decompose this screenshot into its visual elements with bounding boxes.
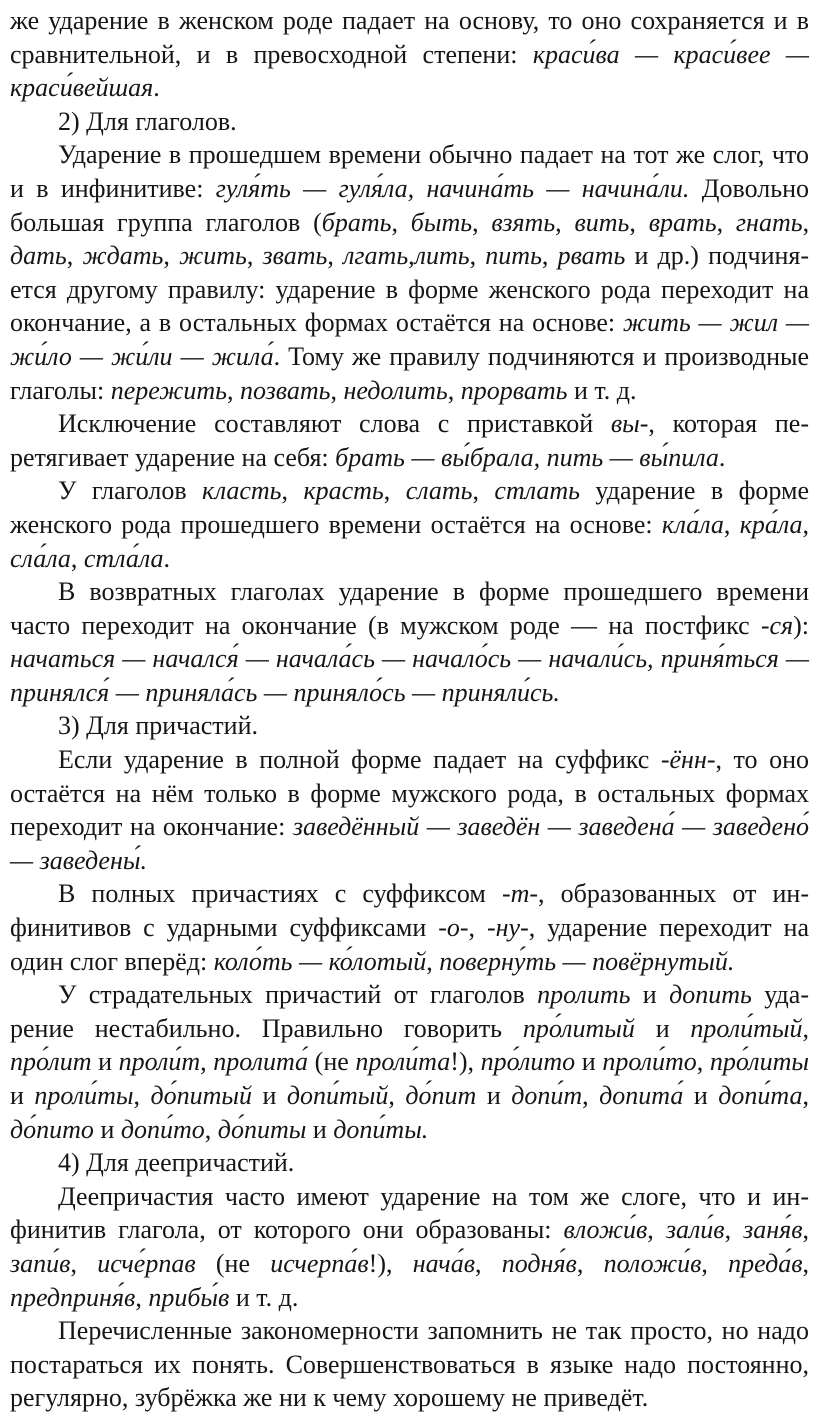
body-text: , bbox=[330, 375, 344, 405]
italic-example-text: врать bbox=[648, 207, 717, 237]
italic-example-text: заведённый — заведён — заведена́ — заведено́ — заведены́. bbox=[10, 812, 809, 875]
body-text: , bbox=[281, 476, 304, 506]
body-text: , bbox=[327, 241, 344, 271]
italic-example-text: красть bbox=[303, 476, 384, 506]
paragraph bbox=[10, 138, 809, 407]
italic-example-text: -т- bbox=[501, 879, 539, 909]
italic-example-text: сла́ла bbox=[10, 543, 71, 573]
body-text: (не bbox=[195, 1248, 271, 1278]
italic-example-text: про́лито bbox=[480, 1047, 576, 1077]
italic-example-text: -ённ- bbox=[660, 745, 716, 775]
italic-example-text: допи́тый bbox=[286, 1081, 389, 1110]
italic-example-text: -ся bbox=[760, 610, 794, 640]
body-text: и bbox=[630, 980, 670, 1010]
body-text: , bbox=[66, 241, 83, 271]
body-text: , bbox=[716, 207, 736, 237]
paragraph bbox=[10, 105, 809, 139]
body-text: Довольно большая группа глаголов ( bbox=[10, 173, 809, 237]
italic-example-text: заня́в bbox=[743, 1215, 803, 1245]
body-text: (не bbox=[308, 1047, 356, 1077]
body-text: , bbox=[802, 1013, 809, 1043]
body-text: же ударение в женском роде падает на основу, то оно сохраняется и в сравнительной, и в превосходной степени: bbox=[10, 6, 809, 69]
body-text: , ударение переходит на один слог вперёд: bbox=[10, 913, 809, 976]
italic-example-text: пролита́ bbox=[213, 1047, 309, 1077]
italic-example-text: кла́ла bbox=[661, 509, 724, 539]
body-text: , bbox=[408, 241, 415, 271]
body-text: В полных причастиях с суффиксом bbox=[58, 879, 502, 909]
body-text: , которая перетягивает ударение на себя: bbox=[10, 409, 809, 472]
body-text: , bbox=[383, 476, 406, 506]
body-text: , bbox=[647, 1215, 666, 1245]
body-text: Перечисленные закономерности запомнить не так просто, но надо постараться их понять. Совершенствоваться в языке надо постоянно, регулярно, зубрёжка же ни к чему хорошему не приведёт. bbox=[10, 1316, 809, 1413]
italic-example-text: пережить bbox=[110, 375, 227, 405]
italic-example-text: начаться — начался́ — начала́сь — начало́сь — начали́сь, приня́ться — принялся́ — приняла́сь — приняло́сь — приняли́сь. bbox=[10, 644, 809, 707]
italic-example-text: гнать bbox=[735, 207, 803, 237]
body-text: , bbox=[701, 1248, 729, 1278]
body-text: , bbox=[133, 1081, 151, 1110]
body-text: , bbox=[629, 207, 649, 237]
paragraph bbox=[10, 407, 809, 474]
italic-example-text: позвать bbox=[239, 375, 331, 405]
body-text: , bbox=[472, 476, 495, 506]
italic-example-text: исче́рпав bbox=[97, 1248, 196, 1278]
body-text: 4) Для деепричастий. bbox=[58, 1148, 295, 1178]
italic-example-text: класть bbox=[202, 476, 282, 506]
body-text: , bbox=[447, 375, 461, 405]
paragraph bbox=[10, 575, 809, 709]
body-text: , bbox=[541, 241, 558, 271]
body-text: . bbox=[718, 442, 726, 472]
italic-example-text: ждать bbox=[82, 241, 164, 271]
italic-example-text: до́пит bbox=[405, 1081, 477, 1110]
italic-example-text: лгать bbox=[343, 241, 409, 271]
body-text: , bbox=[582, 1081, 600, 1110]
italic-example-text: проли́то bbox=[602, 1047, 697, 1077]
body-text: , bbox=[70, 543, 84, 573]
body-text: !), bbox=[368, 1248, 413, 1278]
body-text: , bbox=[70, 1248, 98, 1278]
body-text: В возвратных глаголах ударение в форме прошедшего времени часто переходит на окончание (в мужском роде — на постфикс bbox=[10, 577, 809, 640]
italic-example-text: прорвать bbox=[460, 375, 568, 405]
body-text: , bbox=[723, 509, 740, 539]
italic-example-text: дать bbox=[10, 241, 67, 271]
paragraph bbox=[10, 709, 809, 743]
body-text: и др.) подчиняется другому правилу: ударение в форме женского рода переходит на окончание, а в остальных формах остаётся на основе: bbox=[10, 241, 810, 338]
body-text: Деепричастия часто имеют ударение на том же слоге, что и инфинитив глагола, от которого они образованы: bbox=[10, 1181, 809, 1245]
italic-example-text: проли́т bbox=[118, 1047, 201, 1077]
italic-example-text: брать bbox=[321, 207, 392, 237]
body-text: и bbox=[306, 1114, 334, 1144]
body-text: и bbox=[634, 1013, 691, 1043]
italic-example-text: про́литы bbox=[709, 1047, 809, 1077]
body-text: , bbox=[391, 207, 411, 237]
body-text: и т. д. bbox=[229, 1282, 299, 1312]
body-text: . Тому же правилу подчиняются и производные глаголы: bbox=[10, 341, 810, 405]
italic-example-text: пить bbox=[485, 241, 542, 271]
italic-example-text: стла́ла bbox=[83, 543, 164, 573]
italic-example-text: -ну- bbox=[486, 913, 529, 943]
body-text: ): bbox=[793, 610, 809, 640]
body-text: . bbox=[163, 543, 170, 573]
italic-example-text: допи́то bbox=[120, 1114, 205, 1144]
body-text: , bbox=[200, 1047, 214, 1077]
italic-example-text: быть bbox=[410, 207, 473, 237]
italic-example-text: -о- bbox=[438, 913, 469, 943]
body-text: , bbox=[802, 1215, 810, 1245]
italic-example-text: коло́ть — ко́лотый bbox=[213, 946, 427, 976]
body-text: и т. д. bbox=[567, 375, 637, 405]
body-text: , bbox=[724, 1215, 744, 1245]
body-text: , bbox=[474, 1248, 502, 1278]
paragraph bbox=[10, 743, 809, 877]
italic-example-text: предприня́в bbox=[10, 1282, 136, 1312]
body-text: , bbox=[802, 509, 810, 539]
italic-example-text: краси́ва — краси́вее — краси́вейшая bbox=[10, 39, 809, 103]
italic-example-text: до́пито bbox=[10, 1114, 94, 1144]
body-text: и bbox=[476, 1081, 512, 1110]
body-text: !), bbox=[450, 1047, 481, 1077]
italic-example-text: проли́та bbox=[355, 1047, 451, 1077]
body-text: и bbox=[252, 1081, 287, 1110]
body-text: , bbox=[468, 913, 487, 943]
italic-example-text: до́питый bbox=[150, 1081, 252, 1110]
body-text: У глаголов bbox=[58, 476, 203, 506]
body-text: , bbox=[802, 1081, 810, 1110]
body-text: У страдательных причастий от глаголов bbox=[58, 980, 538, 1010]
body-text: Ударение в прошедшем времени обычно падает на тот же слог, что и в инфинитиве: bbox=[10, 140, 809, 203]
italic-example-text: допить bbox=[669, 980, 752, 1010]
italic-example-text: исчерпа́в bbox=[270, 1248, 369, 1278]
italic-example-text: зали́в bbox=[665, 1215, 725, 1245]
body-text: , bbox=[246, 241, 263, 271]
body-text: , bbox=[163, 241, 180, 271]
italic-example-text: недолить bbox=[343, 375, 448, 405]
italic-example-text: брать — вы́брала, пить — вы́пила bbox=[335, 442, 719, 472]
italic-example-text: проли́ты bbox=[34, 1081, 134, 1110]
body-text: , bbox=[802, 1248, 810, 1278]
italic-example-text: положи́в bbox=[603, 1248, 702, 1278]
body-text: . bbox=[153, 73, 160, 103]
italic-example-text: допи́та bbox=[718, 1081, 803, 1110]
body-text: , bbox=[204, 1114, 218, 1144]
body-text: , bbox=[426, 946, 440, 976]
italic-example-text: кра́ла bbox=[739, 509, 803, 539]
paragraph bbox=[10, 1314, 809, 1415]
italic-example-text: прибы́в bbox=[148, 1282, 230, 1312]
italic-example-text: допи́ты. bbox=[333, 1114, 429, 1144]
paragraph bbox=[10, 4, 809, 105]
paragraph bbox=[10, 1146, 809, 1180]
body-text: , то оно остаётся на нём только в форме мужского рода, в остальных формах переходит на окончание: bbox=[10, 745, 810, 842]
body-text: и bbox=[91, 1047, 119, 1077]
paragraph bbox=[10, 978, 809, 1146]
body-text: , bbox=[469, 241, 486, 271]
italic-example-text: вить bbox=[574, 207, 630, 237]
italic-example-text: жить bbox=[179, 241, 247, 271]
italic-example-text: звать bbox=[262, 241, 328, 271]
paragraph bbox=[10, 877, 809, 978]
italic-example-text: преда́в bbox=[728, 1248, 803, 1278]
italic-example-text: пролить bbox=[537, 980, 631, 1010]
italic-example-text: вы- bbox=[610, 409, 649, 439]
italic-example-text: проли́тый bbox=[690, 1013, 803, 1043]
body-text: и bbox=[93, 1114, 121, 1144]
body-text: , bbox=[226, 375, 240, 405]
body-text: , bbox=[576, 1248, 604, 1278]
body-text: , bbox=[388, 1081, 406, 1110]
italic-example-text: слать bbox=[405, 476, 473, 506]
italic-example-text: вложи́в bbox=[563, 1215, 648, 1245]
body-text: 2) Для глаголов. bbox=[58, 106, 237, 136]
italic-example-text: допи́т bbox=[511, 1081, 583, 1110]
body-text: , образованных от инфинитивов с ударными суффиксами bbox=[10, 879, 809, 943]
body-text: , bbox=[555, 207, 575, 237]
body-text: и bbox=[575, 1047, 603, 1077]
italic-example-text: допита́ bbox=[599, 1081, 684, 1110]
italic-example-text: стлать bbox=[494, 476, 581, 506]
italic-example-text: нача́в bbox=[412, 1248, 475, 1278]
italic-example-text: взять bbox=[491, 207, 556, 237]
paragraph bbox=[10, 474, 809, 575]
italic-example-text: гуля́ть — гуля́ла, начина́ть — начина́ли. bbox=[215, 173, 690, 203]
italic-example-text: рвать bbox=[557, 241, 626, 271]
italic-example-text: про́лит bbox=[10, 1047, 92, 1077]
italic-example-text: до́питы bbox=[217, 1114, 307, 1144]
body-text: и bbox=[10, 1081, 35, 1110]
body-text: , bbox=[802, 207, 810, 237]
italic-example-text: лить bbox=[414, 241, 470, 271]
body-text: , bbox=[472, 207, 492, 237]
italic-example-text: подня́в bbox=[501, 1248, 577, 1278]
paragraph bbox=[10, 1180, 809, 1314]
body-text: 3) Для причастий. bbox=[58, 711, 259, 741]
body-text: , bbox=[135, 1282, 149, 1312]
body-text: Исключение составляют слова с приставкой bbox=[58, 409, 611, 439]
body-text: ударение в форме женского рода прошедшего времени остаётся на основе: bbox=[10, 476, 810, 539]
italic-example-text: про́литый bbox=[522, 1013, 635, 1043]
italic-example-text: поверну́ть — повёрнутый. bbox=[439, 946, 735, 976]
italic-example-text: запи́в bbox=[10, 1248, 71, 1278]
italic-example-text: жить — жил — жи́ло — жи́ли — жила́ bbox=[10, 308, 809, 371]
body-text: , bbox=[696, 1047, 710, 1077]
body-text: и bbox=[683, 1081, 719, 1110]
body-text: ударение нестабильно. Правильно говорить bbox=[10, 980, 809, 1043]
body-text: Если ударение в полной форме падает на суффикс bbox=[58, 745, 661, 775]
